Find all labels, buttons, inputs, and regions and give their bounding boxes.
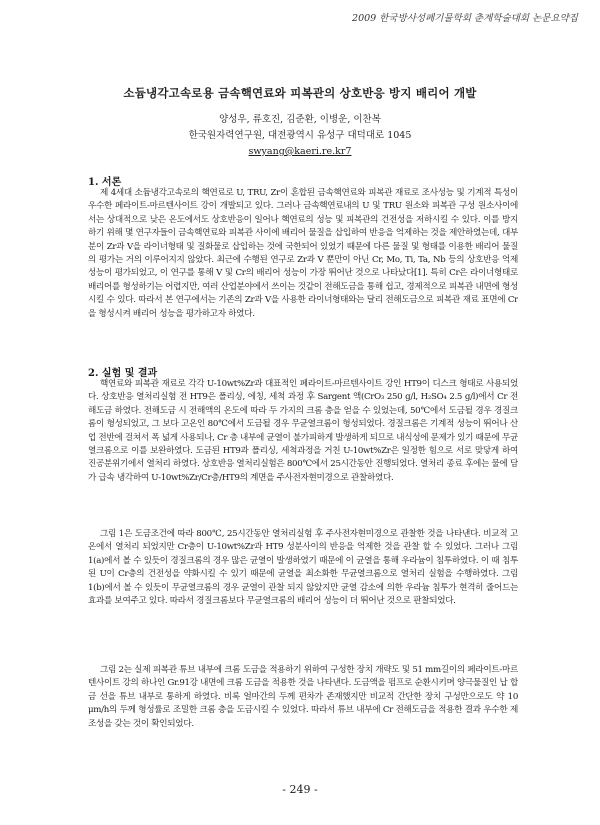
experiment-paragraph-2: 그림 1은 도금조건에 따라 800℃, 25시간동안 열처리실험 후 주사전자현미경으로 관찰한 것을 나타낸다. 비교적 고온에서 열처리 되었지만 Cr층이 U-10wt%Zr과 HT9 성분사이의 반응을 억제한 것을 관찰 할 수 있었다. 그러나 그림 1(a)에서 볼 수 있듯이 경질크롬의 경우 많은 균열이 발생하였기 때문에 이 균열을 통해 우라늄이 침투하였다. 이 때 침투된 U이 Cr층의 건전성을 약화시킬 수 있기 때문에 균열을 최소화한 무균열크롬으로 열처리 실험을 수행하였다. 그림 1(b)에서 볼 수 있듯이 무균열크롬의 경우 균열이 관찰 되지 않았지만 균열 감소에 의한 우라늄 침투가 현격히 줄어드는 효과를 보여주고 있다. 따라서 경질크롬보다 무균열크롬의 배리어 성능이 더 뛰어난 것으로 판찰되었다. [88, 529, 518, 607]
section-heading-introduction: 1. 서론 [88, 177, 122, 188]
page-number: - 249 - [282, 783, 318, 796]
intro-paragraph: 제 4세대 소듐냉각고속로의 핵연료로 U, TRU, Zr이 혼합된 금속핵연료와 피복관 재료로 조사성능 및 기계적 특성이 우수한 페라이트-마르텐사이트 강이 개발되고 있다. 그러나 금속핵연료내의 U 및 TRU 원소와 피복관 구성 원소사이에서는 상대적으로 낮은 온도에서도 상호반응이 일어나 핵연료의 성능 및 피복관의 건전성을 저하시킬 수 있다. 이를 방지하기 위해 몇 연구자들이 금속핵연료와 피복관 사이에 배리어 물질을 삽입하여 반응을 억제하는 것을 제안하였는데, 대부분이 Zr과 V을 라이너형태 및 질화물로 삽입하는 것에 국한되어 있었기 때문에 다른 물질 및 형태를 이용한 배리어 물질의 평가는 거의 이루어지지 않았다. 최근에 수행된 연구로 Zr과 V 뿐만이 아닌 Cr, Mo, Ti, Ta, Nb 등의 상호반응 억제 성능이 평가되었고, 이 연구를 통해 V 및 Cr의 배리어 성능이 가장 뛰어난 것으로 나타났다[1]. 특히 Cr은 라이너형태로 배리어를 형성하기는 어렵지만, 여러 산업분야에서 쓰이는 것같이 전해도금을 통해 쉽고, 경제적으로 피복관 내면에 형성시킬 수 있다. 따라서 본 연구에서는 기존의 Zr과 V을 사용한 라이너형태와는 달리 전해도금으로 피복관 재료 표면에 Cr을 형성시켜 배리어 성능을 평가하고자 하였다. [88, 188, 518, 319]
experiment-paragraph-1: 핵연료와 피복관 재료로 각각 U-10wt%Zr과 대표적인 페라이트-마르텐사이트 강인 HT9이 디스크 형태로 사용되었다. 상호반응 열처리실험 전 HT9은 폴리싱, 에칭, 세척 과정 후 Sargent 액(CrO₃ 250 g/l, H₂SO₄ 2.5 g/l)에서 Cr 전해도금 하였다. 전해도금 시 전해액의 온도에 따라 두 가지의 크롬 층을 얻을 수 있었는데, 50℃에서 도금될 경우 경질크롬이 형성되었고, 그 보다 고온인 80℃에서 도금될 경우 무균열크롬이 형성되었다. 경질크롬은 기계적 성능이 뛰어나 산업 전반에 걸쳐서 폭 넓게 사용되나, Cr 층 내부에 균열이 불가피하게 발생하게 되므로 내식성에 문제가 있기 때문에 무균열크롬으로 이를 보완하였다. 도금된 HT9과 폴리싱, 세척과정을 거친 U-10wt%Zr은 일정한 힘으로 서로 맞닿게 하여 진공분위기에서 열처리 하였다. 상호반응 열처리실험은 800℃에서 25시간동안 진행되었다. 열처리 종료 후에는 물에 담가 급속 냉각하여 U-10wt%Zr/Cr층/HT9의 계면을 주사전자현미경으로 관찰하였다. [88, 379, 518, 483]
author-block [0, 112, 600, 160]
author-email[interactable]: swyang@kaeri.re.kr7 [248, 146, 352, 157]
experiment-paragraph-3: 그림 2는 실제 피복관 튜브 내부에 크롬 도금을 적용하기 위하여 구성한 장치 개략도 및 51 mm길이의 페라이트-마르텐사이트 강의 하나인 Gr.91강 내면에 크롬 도금을 적용한 것을 나타낸다. 도금액을 펌프로 순환시키며 양극물질인 납 합금 선을 튜브 내부로 통하게 하였다. 비록 얼마간의 두께 편차가 존재했지만 비교적 간단한 장치 구성만으로도 약 10 μm/h의 두께 형성률로 조밀한 크롬 층을 도금시킬 수 있었다. 따라서 튜브 내부에 Cr 전해도금을 적용한 결과 우수한 제조성을 갖는 것이 확인되었다. [88, 665, 518, 729]
section-heading-experiment: 2. 실험 및 결과 [88, 368, 158, 379]
author-names: 양성우, 류호진, 김준환, 이병운, 이찬복 [219, 114, 381, 125]
affiliation: 한국원자력연구원, 대전광역시 유성구 대덕대로 1045 [188, 130, 412, 141]
paper-title: 소듐냉각고속로용 금속핵연료와 피복관의 상호반응 방지 배리어 개발 [123, 86, 477, 100]
running-header: 2009 한국방사성폐기물학회 춘계학술대회 논문요약집 [352, 13, 578, 24]
